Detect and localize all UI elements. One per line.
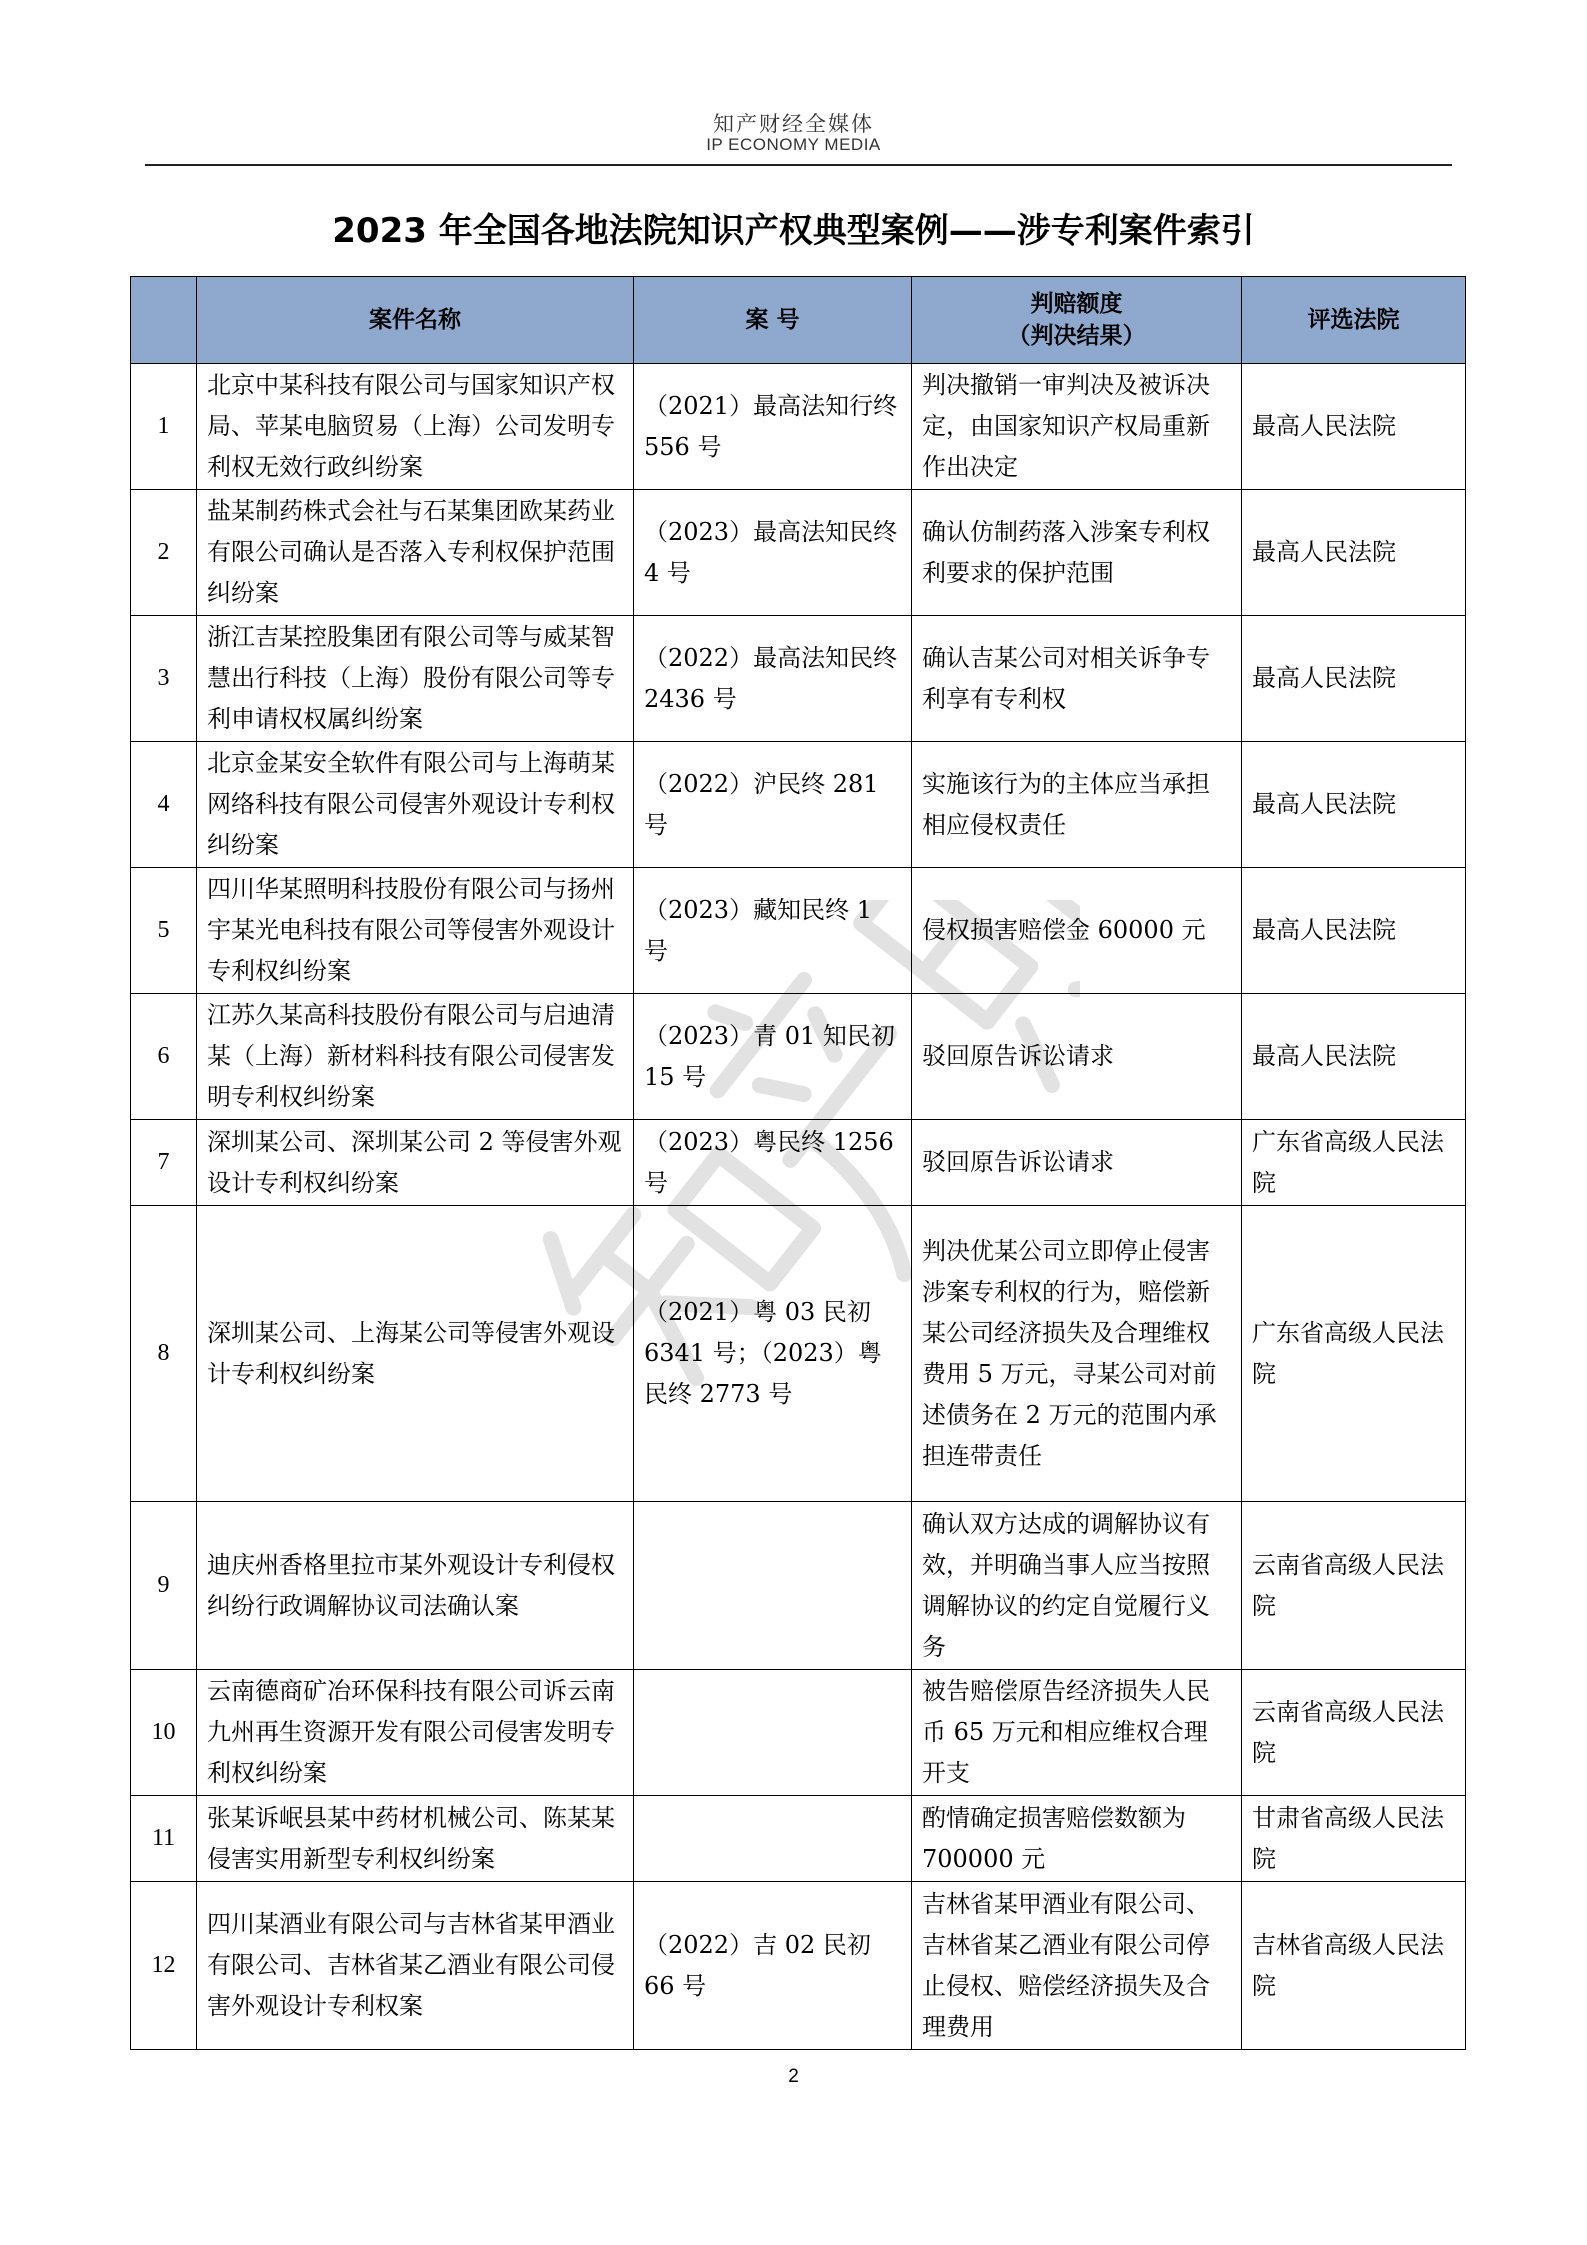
column-header-case-number: 案 号 — [634, 277, 912, 364]
row-index: 4 — [131, 742, 197, 868]
case-number: （2021）最高法知行终 556 号 — [634, 364, 912, 490]
row-index: 9 — [131, 1502, 197, 1670]
column-header-court: 评选法院 — [1242, 277, 1466, 364]
award-result: 判决优某公司立即停止侵害涉案专利权的行为，赔偿新某公司经济损失及合理维权费用 5 万元，寻某公司对前述债务在 2 万元的范围内承担连带责任 — [912, 1206, 1242, 1502]
case-name: 四川华某照明科技股份有限公司与扬州宇某光电科技有限公司等侵害外观设计专利权纠纷案 — [197, 868, 634, 994]
table-row — [131, 1206, 1466, 1502]
award-result: 确认仿制药落入涉案专利权利要求的保护范围 — [912, 490, 1242, 616]
row-index: 6 — [131, 994, 197, 1120]
brand-name-en: IP ECONOMY MEDIA — [706, 135, 881, 154]
case-number: （2023）粤民终 1256 号 — [634, 1120, 912, 1206]
table-row — [131, 490, 1466, 616]
table-row — [131, 616, 1466, 742]
selecting-court: 最高人民法院 — [1242, 742, 1466, 868]
row-index: 12 — [131, 1882, 197, 2050]
document-title: 2023 年全国各地法院知识产权典型案例——涉专利案件索引 — [332, 211, 1255, 251]
case-name: 北京中某科技有限公司与国家知识产权局、苹某电脑贸易（上海）公司发明专利权无效行政纠纷案 — [197, 364, 634, 490]
case-number: （2021）粤 03 民初 6341 号；（2023）粤民终 2773 号 — [634, 1206, 912, 1502]
case-name: 迪庆州香格里拉市某外观设计专利侵权纠纷行政调解协议司法确认案 — [197, 1502, 634, 1670]
award-result: 酌情确定损害赔偿数额为 700000 元 — [912, 1796, 1242, 1882]
case-number — [634, 1796, 912, 1882]
page-header — [0, 112, 1587, 154]
award-result: 判决撤销一审判决及被诉决定，由国家知识产权局重新作出决定 — [912, 364, 1242, 490]
table-row — [131, 1502, 1466, 1670]
case-number — [634, 1670, 912, 1796]
row-index: 8 — [131, 1206, 197, 1502]
case-name: 北京金某安全软件有限公司与上海萌某网络科技有限公司侵害外观设计专利权纠纷案 — [197, 742, 634, 868]
row-index: 11 — [131, 1796, 197, 1882]
award-result: 确认双方达成的调解协议有效，并明确当事人应当按照调解协议的约定自觉履行义务 — [912, 1502, 1242, 1670]
case-name: 江苏久某高科技股份有限公司与启迪清某（上海）新材料科技有限公司侵害发明专利权纠纷案 — [197, 994, 634, 1120]
table-row — [131, 364, 1466, 490]
column-header-case-name: 案件名称 — [197, 277, 634, 364]
selecting-court: 云南省高级人民法院 — [1242, 1670, 1466, 1796]
table-row — [131, 1670, 1466, 1796]
case-name: 四川某酒业有限公司与吉林省某甲酒业有限公司、吉林省某乙酒业有限公司侵害外观设计专利权案 — [197, 1882, 634, 2050]
award-result: 吉林省某甲酒业有限公司、吉林省某乙酒业有限公司停止侵权、赔偿经济损失及合理费用 — [912, 1882, 1242, 2050]
case-name: 浙江吉某控股集团有限公司等与威某智慧出行科技（上海）股份有限公司等专利申请权权属纠纷案 — [197, 616, 634, 742]
row-index: 1 — [131, 364, 197, 490]
selecting-court: 广东省高级人民法院 — [1242, 1206, 1466, 1502]
case-name: 张某诉岷县某中药材机械公司、陈某某侵害实用新型专利权纠纷案 — [197, 1796, 634, 1882]
row-index: 10 — [131, 1670, 197, 1796]
selecting-court: 吉林省高级人民法院 — [1242, 1882, 1466, 2050]
table-row — [131, 1120, 1466, 1206]
header-divider — [145, 164, 1452, 166]
page-number: 2 — [788, 2066, 799, 2087]
award-result: 实施该行为的主体应当承担相应侵权责任 — [912, 742, 1242, 868]
selecting-court: 最高人民法院 — [1242, 364, 1466, 490]
case-number: （2023）藏知民终 1 号 — [634, 868, 912, 994]
case-name: 云南德商矿冶环保科技有限公司诉云南九州再生资源开发有限公司侵害发明专利权纠纷案 — [197, 1670, 634, 1796]
row-index: 7 — [131, 1120, 197, 1206]
row-index: 5 — [131, 868, 197, 994]
selecting-court: 广东省高级人民法院 — [1242, 1120, 1466, 1206]
table-row — [131, 1796, 1466, 1882]
selecting-court: 最高人民法院 — [1242, 616, 1466, 742]
award-header-line1: 判赔额度 — [1030, 291, 1123, 317]
case-index-table — [130, 276, 1466, 2050]
award-header-line2: （判决结果） — [1007, 323, 1146, 349]
selecting-court: 最高人民法院 — [1242, 868, 1466, 994]
brand-name-cn: 知产财经全媒体 — [713, 112, 874, 136]
table-row — [131, 742, 1466, 868]
case-name: 深圳某公司、深圳某公司 2 等侵害外观设计专利权纠纷案 — [197, 1120, 634, 1206]
table-row — [131, 868, 1466, 994]
case-number — [634, 1502, 912, 1670]
case-number: （2023）青 01 知民初 15 号 — [634, 994, 912, 1120]
case-number: （2022）沪民终 281 号 — [634, 742, 912, 868]
award-result: 侵权损害赔偿金 60000 元 — [912, 868, 1242, 994]
case-number: （2022）吉 02 民初 66 号 — [634, 1882, 912, 2050]
table-header-row — [131, 277, 1466, 364]
table-row — [131, 1882, 1466, 2050]
award-result: 被告赔偿原告经济损失人民币 65 万元和相应维权合理开支 — [912, 1670, 1242, 1796]
selecting-court: 云南省高级人民法院 — [1242, 1502, 1466, 1670]
case-name: 深圳某公司、上海某公司等侵害外观设计专利权纠纷案 — [197, 1206, 634, 1502]
award-result: 驳回原告诉讼请求 — [912, 994, 1242, 1120]
award-result: 确认吉某公司对相关诉争专利享有专利权 — [912, 616, 1242, 742]
selecting-court: 最高人民法院 — [1242, 994, 1466, 1120]
row-index: 3 — [131, 616, 197, 742]
award-result: 驳回原告诉讼请求 — [912, 1120, 1242, 1206]
selecting-court: 最高人民法院 — [1242, 490, 1466, 616]
case-number: （2022）最高法知民终 2436 号 — [634, 616, 912, 742]
case-number: （2023）最高法知民终 4 号 — [634, 490, 912, 616]
column-header-index — [131, 277, 197, 364]
column-header-award — [912, 277, 1242, 364]
table-row — [131, 994, 1466, 1120]
case-name: 盐某制药株式会社与石某集团欧某药业有限公司确认是否落入专利权保护范围纠纷案 — [197, 490, 634, 616]
selecting-court: 甘肃省高级人民法院 — [1242, 1796, 1466, 1882]
row-index: 2 — [131, 490, 197, 616]
